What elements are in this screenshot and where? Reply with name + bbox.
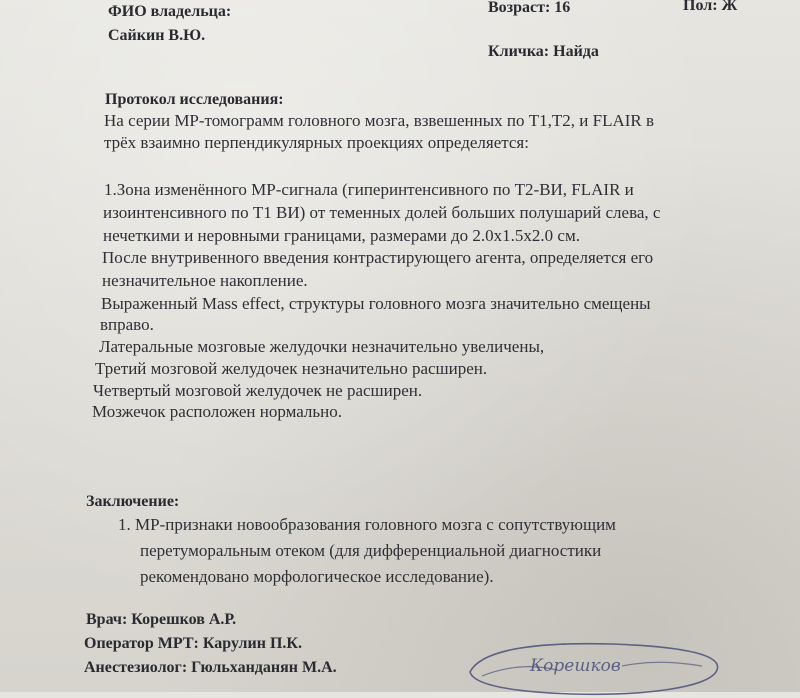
finding-line: Мозжечок расположен нормально. bbox=[92, 402, 343, 421]
protocol-intro-line: трёх взаимно перпендикулярных проекциях определяется: bbox=[104, 133, 529, 152]
nickname-field: Кличка: Найда bbox=[488, 43, 599, 60]
protocol-title: Протокол исследования: bbox=[105, 91, 284, 108]
finding-line: Третий мозговой желудочек незначительно расширен. bbox=[95, 359, 488, 378]
operator-name: Оператор МРТ: Карулин П.К. bbox=[84, 635, 303, 652]
finding-line: Латеральные мозговые желудочки незначительно увеличены, bbox=[99, 337, 545, 356]
conclusion-line: рекомендовано морфологическое исследование). bbox=[140, 567, 494, 586]
finding-line: нечеткими и неровными границами, размерами до 2.0x1.5x2.0 см. bbox=[103, 226, 580, 245]
finding-line: изоинтенсивного по Т1 ВИ) от теменных долей больших полушарий слева, с bbox=[103, 203, 661, 222]
finding-line: 1.Зона изменённого МР-сигнала (гиперинтенсивного по Т2-ВИ, FLAIR и bbox=[104, 180, 634, 199]
finding-line: вправо. bbox=[100, 315, 154, 334]
finding-line: После внутривенного введения контрастирующего агента, определяется его bbox=[102, 248, 654, 267]
finding-line: Выраженный Mass effect, структуры головного мозга значительно смещены bbox=[101, 294, 651, 313]
finding-line: Четвертый мозговой желудочек не расширен. bbox=[93, 381, 423, 400]
finding-line: незначительное накопление. bbox=[102, 271, 308, 290]
sex-field: Пол: Ж bbox=[683, 0, 738, 14]
protocol-intro-line: На серии МР-томограмм головного мозга, взвешенных по T1,T2, и FLAIR в bbox=[104, 111, 655, 130]
anesthesiologist-name: Анестезиолог: Гюльханданян М.А. bbox=[84, 659, 337, 676]
doctor-name: Врач: Корешков А.Р. bbox=[86, 611, 237, 628]
age-field: Возраст: 16 bbox=[488, 0, 571, 16]
conclusion-title: Заключение: bbox=[86, 493, 180, 510]
owner-name: Сайкин В.Ю. bbox=[108, 27, 206, 44]
owner-label: ФИО владельца: bbox=[108, 3, 232, 20]
conclusion-line: 1. МР-признаки новообразования головного мозга с сопутствующим bbox=[118, 515, 616, 534]
signature-icon bbox=[462, 636, 732, 698]
signature-text: Корешков bbox=[530, 656, 621, 676]
conclusion-line: перетуморальным отеком (для дифференциальной диагностики bbox=[140, 541, 602, 560]
